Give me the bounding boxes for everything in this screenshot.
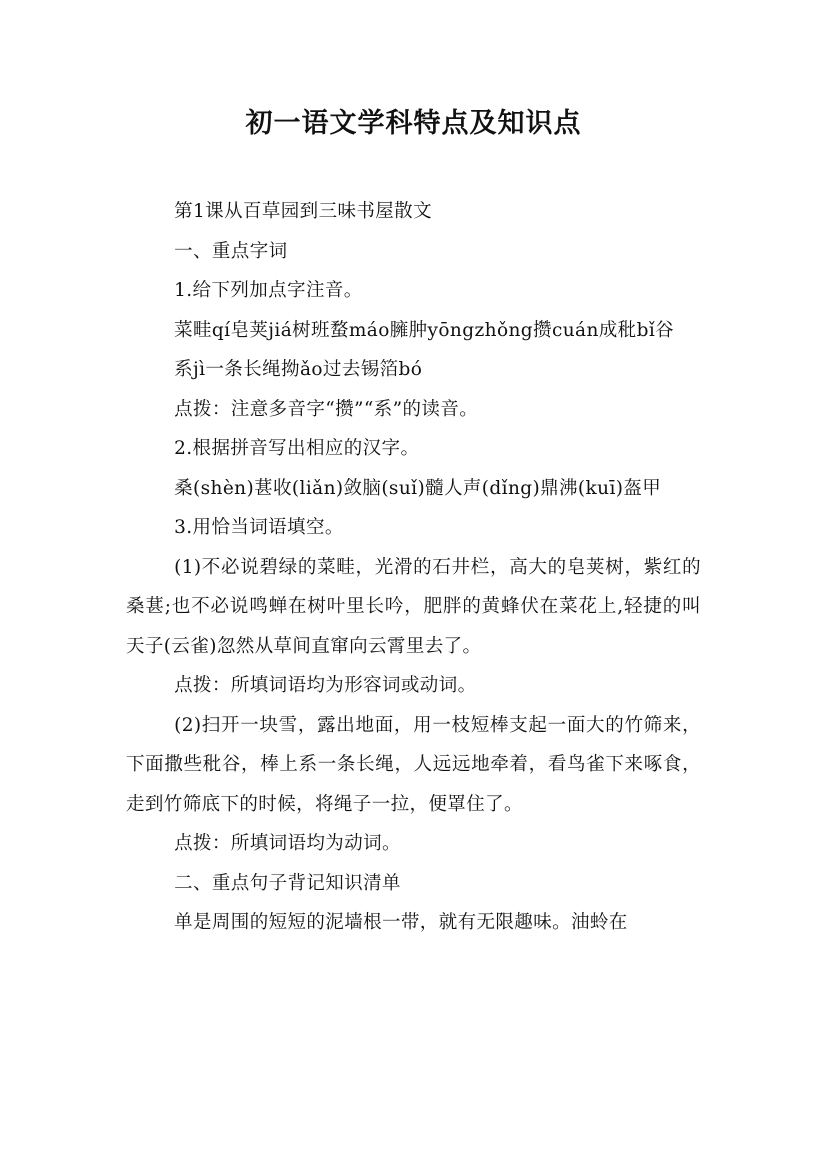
key-sentence-paragraph: 单是周围的短短的泥墙根一带，就有无限趣味。油蛉在 [174, 912, 628, 933]
document-body [126, 192, 701, 943]
exercise-2-heading: 2.根据拼音写出相应的汉字。 [174, 438, 420, 459]
section-heading-key-sentences: 二、重点句子背记知识清单 [174, 872, 401, 894]
hanzi-line: 桑(shèn)葚收(liǎn)敛脑(suǐ)髓人声(dǐng)鼎沸(kuī)盔甲 [174, 477, 662, 499]
tip-paragraph: 点拨：所填词语均为形容词或动词。 [174, 675, 477, 696]
lesson-heading: 第1课从百草园到三味书屋散文 [174, 201, 432, 222]
fill-in-passage-1: (1)不必说碧绿的菜畦，光滑的石井栏，高大的皂荚树，紫红的桑葚;也不必说鸣蝉在树叶里长吟，肥胖的黄蜂伏在菜花上,轻捷的叫天子(云雀)忽然从草间直窜向云霄里去了。 [126, 556, 701, 657]
exercise-3-heading: 3.用恰当词语填空。 [174, 517, 344, 538]
section-heading-key-words: 一、重点字词 [174, 240, 288, 262]
pinyin-line-1: 菜畦qí皂荚jiá树班蝥máo臃肿yōngzhǒng攒cuán成秕bǐ谷 [174, 319, 675, 341]
exercise-1-heading: 1.给下列加点字注音。 [174, 280, 363, 301]
pinyin-line-2: 系jì一条长绳拗ǎo过去锡箔bó [174, 359, 423, 380]
tip-paragraph: 点拨：所填词语均为动词。 [174, 833, 401, 854]
document-title: 初一语文学科特点及知识点 [245, 108, 582, 139]
tip-paragraph: 点拨：注意多音字“攒”“系”的读音。 [174, 398, 479, 420]
fill-in-passage-2: (2)扫开一块雪，露出地面，用一枝短棒支起一面大的竹筛来，下面撒些秕谷，棒上系一条长绳，人远远地牵着，看鸟雀下来啄食，走到竹筛底下的时候，将绳子一拉，便罩住了。 [126, 714, 701, 815]
